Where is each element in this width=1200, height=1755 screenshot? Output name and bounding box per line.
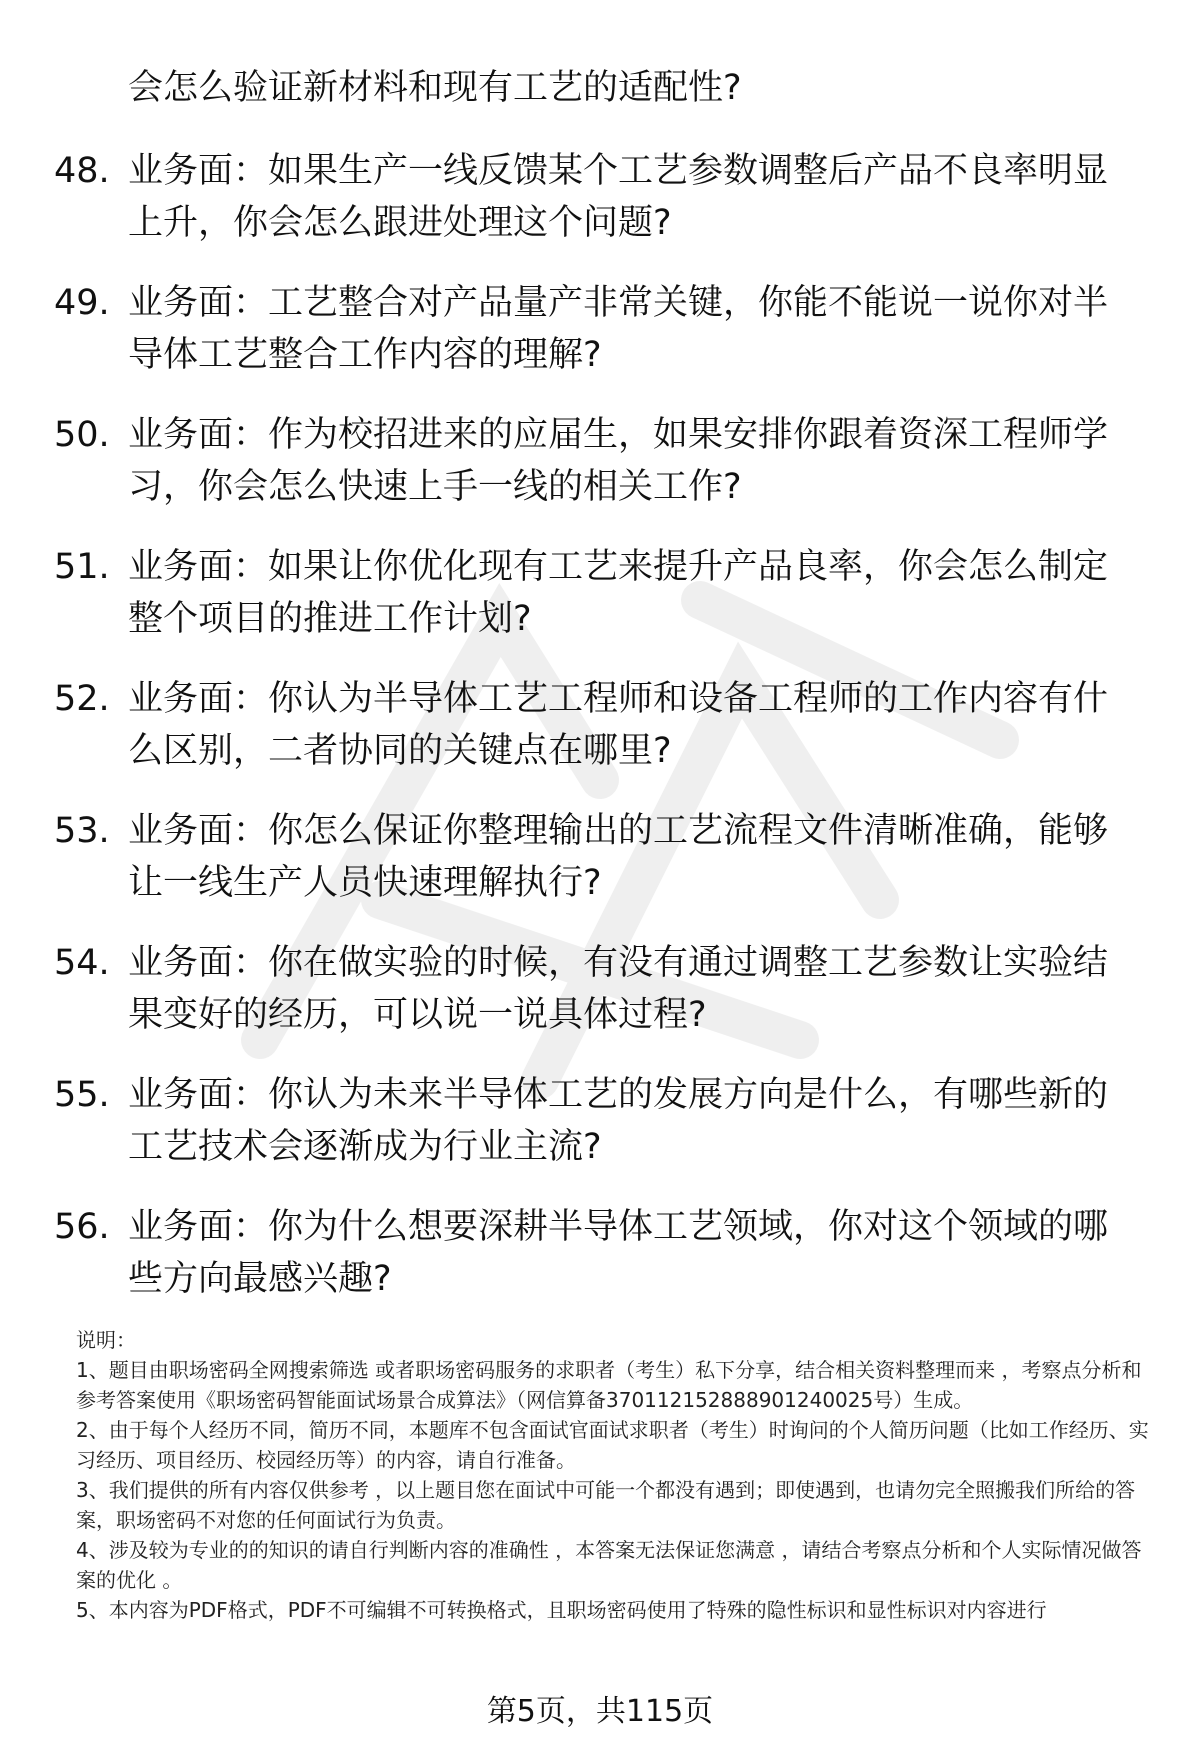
question-number: 53. — [54, 811, 110, 851]
question-text: 业务面：你为什么想要深耕半导体工艺领域，你对这个领域的哪些方向最感兴趣? — [128, 1207, 1109, 1299]
question-number: 52. — [54, 679, 110, 719]
question-number: 50. — [54, 415, 110, 455]
question-text: 业务面：工艺整合对产品量产非常关键，你能不能说一说你对半导体工艺整合工作内容的理解? — [128, 283, 1109, 375]
question-item — [0, 145, 1200, 277]
note-item: 5、本内容为PDF格式，PDF不可编辑不可转换格式，且职场密码使用了特殊的隐性标识和显性标识对内容进行 — [76, 1598, 1047, 1622]
question-list — [0, 145, 1200, 1333]
note-item: 2、由于每个人经历不同，简历不同，本题库不包含面试官面试求职者（考生）时询问的个人简历问题（比如工作经历、实习经历、项目经历、校园经历等）的内容，请自行准备。 — [76, 1418, 1149, 1472]
question-number: 55. — [54, 1075, 110, 1115]
question-text: 业务面：你在做实验的时候，有没有通过调整工艺参数让实验结果变好的经历，可以说一说具体过程? — [128, 943, 1109, 1035]
question-text: 业务面：你认为未来半导体工艺的发展方向是什么，有哪些新的工艺技术会逐渐成为行业主流? — [128, 1075, 1109, 1167]
question-number: 49. — [54, 283, 110, 323]
question-text: 业务面：如果生产一线反馈某个工艺参数调整后产品不良率明显上升，你会怎么跟进处理这个问题? — [128, 151, 1109, 243]
question-item — [0, 937, 1200, 1069]
question-number: 48. — [54, 151, 110, 191]
question-continuation: 会怎么验证新材料和现有工艺的适配性? — [128, 68, 742, 108]
page-number-footer: 第5页，共115页 — [486, 1694, 714, 1729]
notes-heading: 说明： — [76, 1328, 136, 1352]
note-item: 1、题目由职场密码全网搜索筛选 或者职场密码服务的求职者（考生）私下分享，结合相关资料整理而来 ，考察点分析和参考答案使用《职场密码智能面试场景合成算法》（网信算备370112152888901240025号）生成。 — [76, 1358, 1142, 1412]
note-item: 4、涉及较为专业的的知识的请自行判断内容的准确性 ，本答案无法保证您满意 ，请结合考察点分析和个人实际情况做答案的优化 。 — [76, 1538, 1142, 1592]
question-number: 51. — [54, 547, 110, 587]
question-text: 业务面：你认为半导体工艺工程师和设备工程师的工作内容有什么区别，二者协同的关键点在哪里? — [128, 679, 1109, 771]
question-item — [0, 409, 1200, 541]
note-item: 3、我们提供的所有内容仅供参考 ，以上题目您在面试中可能一个都没有遇到；即使遇到，也请勿完全照搬我们所给的答案，职场密码不对您的任何面试行为负责。 — [76, 1478, 1136, 1532]
question-item — [0, 1201, 1200, 1333]
question-number: 54. — [54, 943, 110, 983]
question-text: 业务面：如果让你优化现有工艺来提升产品良率，你会怎么制定整个项目的推进工作计划? — [128, 547, 1109, 639]
question-number: 56. — [54, 1207, 110, 1247]
question-text: 业务面：你怎么保证你整理输出的工艺流程文件清晰准确，能够让一线生产人员快速理解执行? — [128, 811, 1109, 903]
question-item — [0, 1069, 1200, 1201]
question-text: 业务面：作为校招进来的应届生，如果安排你跟着资深工程师学习，你会怎么快速上手一线的相关工作? — [128, 415, 1109, 507]
question-item — [0, 541, 1200, 673]
question-item — [0, 673, 1200, 805]
question-item — [0, 277, 1200, 409]
question-item — [0, 805, 1200, 937]
notes-section — [76, 1325, 1156, 1625]
